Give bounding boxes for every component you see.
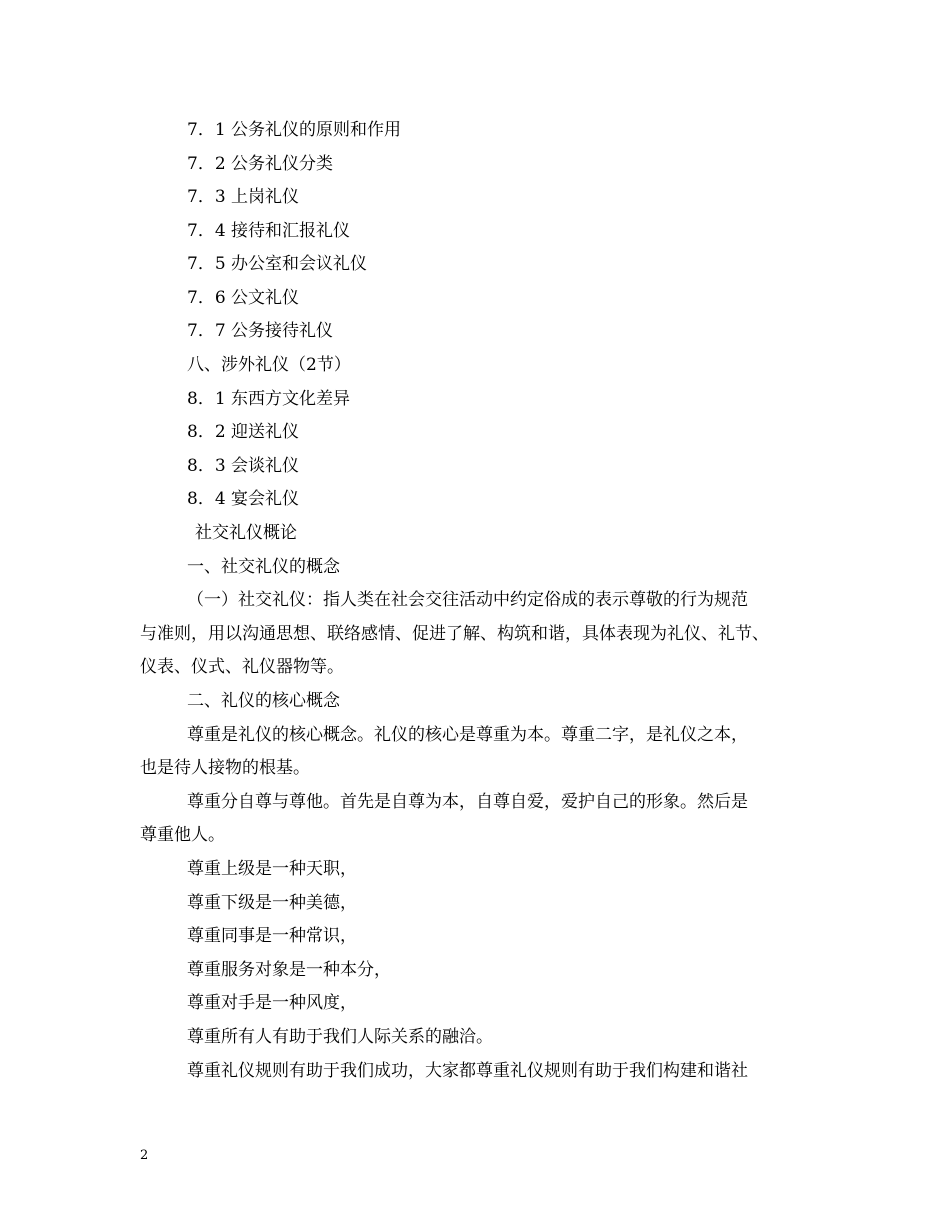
toc-item: 8．4 宴会礼仪: [187, 489, 300, 509]
respect-item: 尊重所有人有助于我们人际关系的融洽。: [187, 1027, 493, 1047]
paragraph-line: 尊重他人。: [140, 825, 225, 845]
paragraph-line: 尊重分自尊与尊他。首先是自尊为本，自尊自爱，爱护自己的形象。然后是: [187, 792, 748, 812]
paragraph-line: 仪表、仪式、礼仪器物等。: [140, 657, 344, 677]
heading-concept: 一、社交礼仪的概念: [187, 557, 340, 577]
page-number: 2: [140, 1148, 149, 1163]
paragraph-line: 尊重是礼仪的核心概念。礼仪的核心是尊重为本。尊重二字，是礼仪之本，: [187, 725, 748, 745]
toc-item: 7．4 接待和汇报礼仪: [187, 221, 351, 241]
toc-item: 7．5 办公室和会议礼仪: [187, 254, 368, 274]
paragraph-line: 与准则，用以沟通思想、联络感情、促进了解、构筑和谐，具体表现为礼仪、礼节、: [140, 624, 769, 644]
toc-item: 8．2 迎送礼仪: [187, 422, 300, 442]
section-title: 社交礼仪概论: [195, 523, 297, 543]
paragraph-line: 也是待人接物的根基。: [140, 758, 310, 778]
toc-item: 7．1 公务礼仪的原则和作用: [187, 120, 402, 140]
toc-chapter-heading: 八、涉外礼仪（2节）: [187, 355, 351, 375]
paragraph-line: 尊重礼仪规则有助于我们成功，大家都尊重礼仪规则有助于我们构建和谐社: [187, 1061, 748, 1081]
toc-item: 7．6 公文礼仪: [187, 288, 300, 308]
paragraph-line: （一）社交礼仪：指人类在社会交往活动中约定俗成的表示尊敬的行为规范: [187, 590, 748, 610]
toc-item: 7．7 公务接待礼仪: [187, 321, 334, 341]
heading-core-concept: 二、礼仪的核心概念: [187, 691, 340, 711]
toc-item: 7．2 公务礼仪分类: [187, 154, 334, 174]
toc-item: 7．3 上岗礼仪: [187, 187, 300, 207]
toc-item: 8．1 东西方文化差异: [187, 389, 351, 409]
respect-item: 尊重同事是一种常识，: [187, 926, 357, 946]
respect-item: 尊重服务对象是一种本分，: [187, 960, 391, 980]
toc-item: 8．3 会谈礼仪: [187, 456, 300, 476]
respect-item: 尊重下级是一种美德，: [187, 893, 357, 913]
respect-item: 尊重对手是一种风度，: [187, 993, 357, 1013]
respect-item: 尊重上级是一种天职，: [187, 859, 357, 879]
